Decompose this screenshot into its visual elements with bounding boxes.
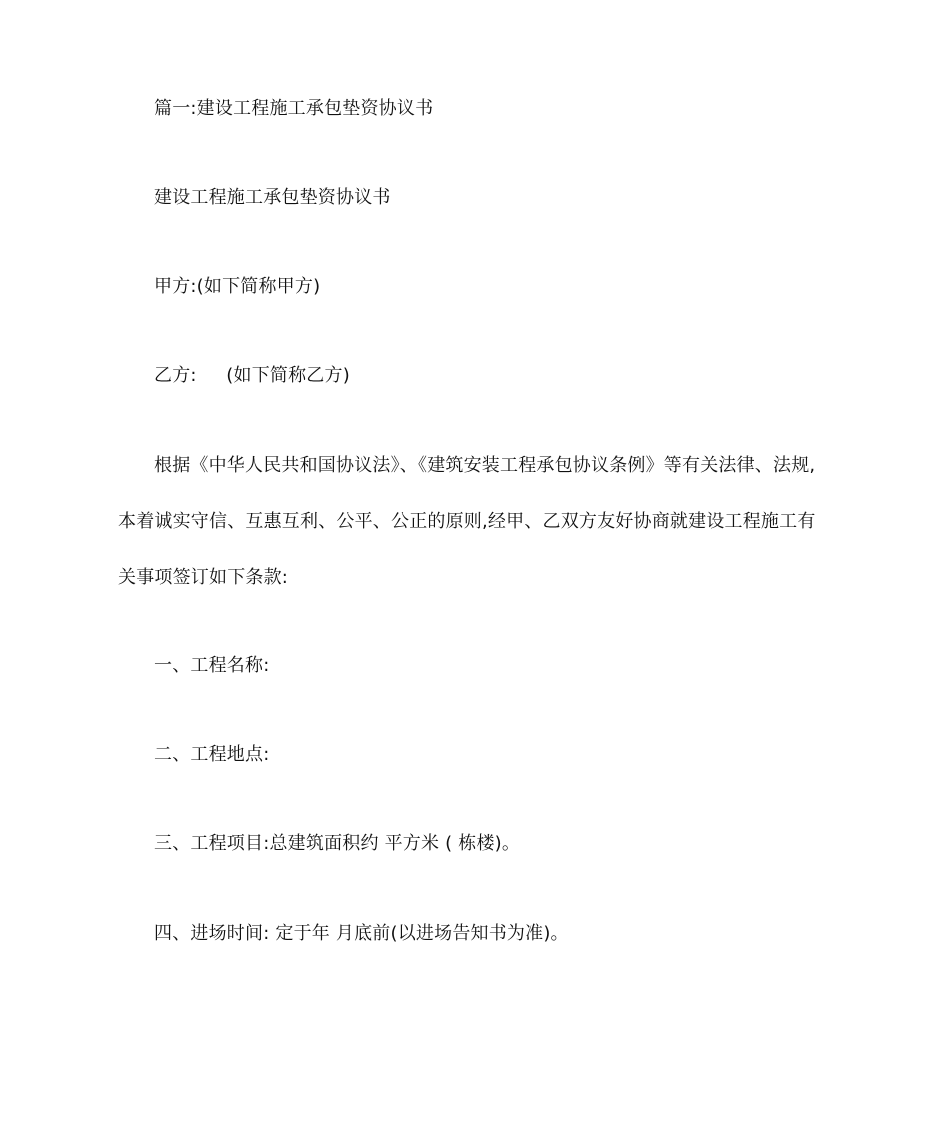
clause-entry-time: 四、进场时间: 定于年 月底前(以进场告知书为准)。 <box>154 923 569 944</box>
clause-project-items: 三、工程项目:总建筑面积约 平方米 ( 栋楼)。 <box>154 833 521 854</box>
party-a-line: 甲方:(如下简称甲方) <box>154 276 321 297</box>
section-heading: 篇一:建设工程施工承包垫资协议书 <box>154 98 434 119</box>
intro-paragraph-line-1: 根据《中华人民共和国协议法》、《建筑安装工程承包协议条例》等有关法律、法规, <box>154 455 816 476</box>
intro-paragraph-line-2: 本着诚实守信、互惠互利、公平、公正的原则,经甲、乙双方友好协商就建设工程施工有 <box>118 511 816 532</box>
intro-paragraph-line-3: 关事项签订如下条款: <box>118 567 289 588</box>
party-b-line: 乙方: (如下简称乙方) <box>154 365 350 386</box>
document-title: 建设工程施工承包垫资协议书 <box>154 187 391 208</box>
clause-project-location: 二、工程地点: <box>154 744 270 765</box>
clause-project-name: 一、工程名称: <box>154 655 270 676</box>
